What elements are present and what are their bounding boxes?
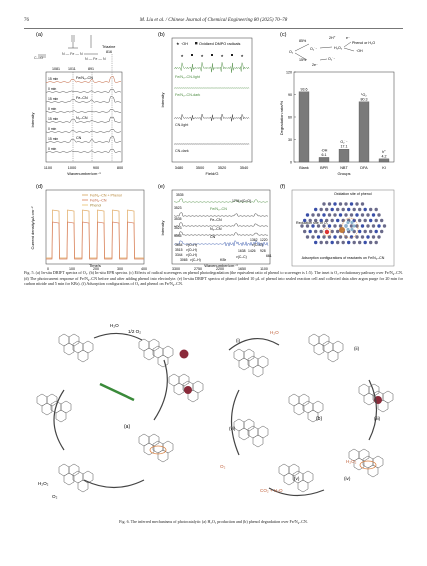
category-label: KI [382, 166, 386, 170]
heptazine-unit [169, 374, 203, 402]
dmpo-peak-square [231, 54, 233, 56]
lattice-atom [369, 230, 372, 233]
panel-b-xtick-3500: 3500 [195, 166, 205, 170]
panel-c-label: (c) [280, 32, 287, 38]
panel-c [279, 32, 394, 176]
lattice-atom [320, 230, 323, 233]
lattice-atom [328, 224, 331, 227]
panel-e-ylabel: Intensity [160, 220, 165, 236]
lattice-atom [361, 224, 364, 227]
heptazine-unit [59, 334, 93, 362]
panel-b-legend [176, 41, 240, 46]
series-label-fe-dark: Fe/N₄–CN-dark [175, 93, 201, 97]
lattice-atom [342, 241, 345, 244]
roman-ii: (ii) [354, 346, 360, 351]
time-label: 0 min [48, 146, 57, 151]
lattice-atom [375, 219, 378, 222]
peak-1426: 1426 [248, 249, 256, 253]
ytick-label: 60 [288, 115, 292, 120]
lattice-atom [377, 224, 380, 227]
fe-site-icon [184, 386, 192, 394]
time-label: 15 min [48, 76, 59, 81]
peak-661: 661 [266, 254, 272, 258]
panel-b-ylabel: Intensity [160, 92, 165, 108]
panel-e-xlabel: Wavenumber/cm⁻¹ [204, 263, 238, 268]
lattice-atom [358, 208, 361, 211]
triazine-wavenumber: 816 [106, 50, 112, 54]
category-label: DFA [360, 166, 368, 170]
legend-oh-marker: ★ [176, 41, 180, 46]
panel-a-xtick-1000: 1000 [67, 166, 77, 170]
panel-a-xtick-1100: 1100 [43, 166, 53, 170]
xtick-label: 1100 [260, 267, 268, 271]
phenol-atom [346, 228, 349, 231]
page-number: 76 [24, 18, 29, 23]
panel-a-label: (a) [36, 32, 43, 38]
peak-3654: 3654 [175, 243, 183, 247]
phenol-atom [346, 221, 349, 224]
lattice-atom [336, 219, 339, 222]
panel-b-xtick-3540: 3540 [239, 166, 249, 170]
triazine-label: Triazine [102, 45, 116, 49]
scheme-2e: 2e⁻ [312, 63, 318, 67]
lattice-atom [355, 202, 358, 205]
label-b: (b) [316, 416, 323, 422]
lattice-atom [353, 241, 356, 244]
lattice-atom [303, 230, 306, 233]
bar-value-label: 80.3 [360, 97, 368, 102]
svg-text:N — Fe — N: N — Fe — N [62, 52, 83, 56]
label-h2o2-right: H₂O₂ [346, 459, 357, 464]
xtick-label: 1650 [238, 267, 246, 271]
phenol-atom [344, 224, 347, 227]
label-h2o2-left: H₂O₂ [38, 481, 49, 486]
lattice-atom [377, 213, 380, 216]
scheme-2h: 2H⁺ [329, 36, 336, 40]
lattice-atom [328, 202, 331, 205]
time-label: 0 min [48, 126, 57, 131]
series-label-fe-light: Fe/N₄–CN-light [175, 75, 200, 79]
legend-dmpo-text: Oxidized DMPO radicals [199, 42, 241, 46]
lattice-atom [361, 202, 364, 205]
bar-value-label: 6.1 [321, 152, 327, 157]
xtick-label: 400 [141, 267, 147, 271]
panel-a-xtick-800: 800 [116, 166, 124, 170]
peak-1011: 1011 [68, 67, 76, 71]
series-label: N₄–CN [76, 116, 88, 120]
heptazine-unit [234, 419, 268, 447]
lattice-atom [366, 224, 369, 227]
ytick-label: 30 [288, 137, 292, 142]
panel-a-ylabel: Intensity [30, 112, 35, 128]
bar-blank [299, 92, 309, 162]
time-label: 15 min [48, 116, 59, 121]
peak-3515: 3515 [175, 248, 183, 252]
panel-a [30, 32, 123, 176]
lattice-atom [336, 208, 339, 211]
lattice-atom [336, 230, 339, 233]
lattice-atom [344, 202, 347, 205]
oh-peak-star: ★ [200, 54, 204, 58]
category-label: NBT [340, 166, 348, 170]
roman-v: (v) [294, 476, 300, 481]
lattice-atom [347, 241, 350, 244]
heptazine-unit [234, 349, 268, 377]
lattice-atom [372, 235, 375, 238]
roman-i: (i) [236, 338, 241, 343]
lattice-atom [364, 219, 367, 222]
scheme-o2: O₂ [289, 50, 294, 54]
lattice-atom [366, 235, 369, 238]
header-rule [24, 28, 403, 29]
xtick-label: 2200 [216, 267, 224, 271]
panel-f [280, 184, 394, 266]
lattice-atom [339, 235, 342, 238]
lattice-atom [358, 241, 361, 244]
panel-b [158, 32, 252, 176]
charge-transfer-arrow [100, 384, 134, 400]
ytick-label: 90 [288, 92, 292, 97]
lattice-atom [336, 241, 339, 244]
lattice-atom [325, 208, 328, 211]
lattice-atom [320, 241, 323, 244]
dmpo-peak-square [211, 54, 213, 56]
lattice-atom [372, 213, 375, 216]
mechanism-structures [37, 334, 393, 492]
lattice-atom [372, 224, 375, 227]
panel-a-xlabel: Wavenumber/cm⁻¹ [67, 171, 101, 176]
label-co2: CO₂ + H₂O [260, 488, 283, 493]
heptazine-unit [309, 334, 343, 362]
label-half-o2: 1/2 O₂ [128, 329, 142, 334]
bar-nbt [339, 149, 349, 162]
lattice-atom [375, 208, 378, 211]
lattice-atom [314, 230, 317, 233]
ytick-label: 120 [286, 70, 292, 75]
ytick-label: 0 [290, 160, 292, 165]
heptazine-unit [139, 339, 173, 367]
lattice-atom [383, 224, 386, 227]
series-e-fe: Fe/N₄–CN [210, 207, 227, 211]
lattice-atom [317, 213, 320, 216]
lattice-atom [355, 213, 358, 216]
lattice-atom [306, 235, 309, 238]
bar-value-label: 93.6 [300, 87, 308, 92]
panel-b-xlabel: Field/G [205, 171, 219, 176]
panel-f-label: (f) [280, 184, 286, 190]
lattice-atom [350, 213, 353, 216]
bar-dfa [359, 102, 369, 162]
time-label: 15 min [48, 136, 59, 141]
oh-peak-star: ★ [220, 54, 224, 58]
panel-a-xtick-900: 900 [92, 166, 100, 170]
peak-928: 928 [260, 249, 266, 253]
lattice-atom [377, 235, 380, 238]
lattice-atom [325, 241, 328, 244]
panel-d-xlabel: Time/s [89, 263, 101, 268]
lattice-atom [364, 208, 367, 211]
lattice-atom [344, 213, 347, 216]
scheme-o2-radical: O₂˙⁻ [310, 47, 318, 51]
running-header [24, 18, 403, 27]
time-label: 15 min [48, 96, 59, 101]
peak-c-o: ν(C–O) [252, 243, 263, 247]
lattice-atom [339, 202, 342, 205]
peak-3535-b: 3535 [174, 217, 182, 221]
lattice-atom [333, 235, 336, 238]
o2-pathway-scheme [289, 36, 375, 67]
panel-c-categories [299, 166, 386, 170]
lattice-atom [339, 213, 342, 216]
lattice-atom [353, 208, 356, 211]
peak-co-stretch: ν(C=O) [240, 199, 252, 203]
series-label-cn-light: CN-light [175, 123, 189, 127]
peak-3535-c: 3535 [174, 234, 182, 238]
xtick-label: 0 [47, 267, 49, 271]
series-label: Fe–CN [76, 96, 88, 100]
roman-iii: (iii) [374, 416, 381, 421]
lattice-atom [366, 213, 369, 216]
heptazine-unit [59, 464, 93, 492]
svg-text:C—O: C—O [34, 56, 43, 60]
lattice-atom [342, 208, 345, 211]
lattice-atom [369, 219, 372, 222]
lattice-atom [311, 235, 314, 238]
o2-molecule-atom [325, 230, 329, 234]
peak-oh-2: ν(O–H) [186, 248, 197, 252]
figure-6 [24, 320, 403, 510]
bar-ki [379, 159, 389, 162]
category-label: Blank [299, 166, 309, 170]
peak-1081: 1081 [52, 67, 60, 71]
lattice-atom [317, 235, 320, 238]
lattice-atom [361, 235, 364, 238]
peak-3523-b: 3523 [174, 226, 182, 230]
phenol-atom [352, 224, 355, 227]
peak-1362: 1362 [250, 238, 258, 242]
lattice-atom [314, 208, 317, 211]
lattice-atom [375, 230, 378, 233]
lattice-atom [364, 241, 367, 244]
scheme-e: e⁻ [346, 36, 350, 40]
lattice-atom [331, 208, 334, 211]
peak-3065: 3065 [180, 258, 188, 262]
scheme-85: 85% [299, 39, 307, 43]
panel-b-label: (b) [158, 32, 165, 38]
series-e-cn: CN [210, 235, 216, 239]
panel-c-xlabel: Groups [337, 171, 351, 176]
lattice-atom [350, 235, 353, 238]
bar-value-label: 4.2 [381, 154, 387, 159]
lattice-atom [375, 241, 378, 244]
lattice-atom [331, 219, 334, 222]
panel-d-label: (d) [36, 184, 43, 190]
panel-d [30, 184, 147, 271]
bar-annotation: ·OH [320, 148, 328, 153]
lattice-atom [328, 235, 331, 238]
category-label: BPR [320, 166, 328, 170]
legend-fe: Fe/N₄–CN [90, 198, 107, 203]
adsorption-caption: Adsorption configurations of reactants on Fe/N₄–CN [301, 256, 385, 260]
scheme-oh: ·OH [356, 49, 363, 53]
lattice-atom [380, 219, 383, 222]
lattice-atom [322, 202, 325, 205]
lattice-atom [361, 213, 364, 216]
peak-cc: ν(C–C) [236, 255, 247, 259]
lattice-atom [311, 213, 314, 216]
lattice-atom [333, 213, 336, 216]
scheme-product: Phenol or H₂O [352, 41, 376, 45]
time-label: 0 min [48, 106, 57, 111]
fe-active-site-icon [180, 350, 189, 359]
label-h2o-top: H₂O [110, 323, 119, 328]
peak-3344: 3344 [175, 253, 183, 257]
time-label: 0 min [48, 86, 57, 91]
peak-oh-1: ν(O–H) [186, 243, 197, 247]
svg-text:N — Fe — N: N — Fe — N [85, 57, 106, 61]
label-a: (a) [124, 424, 131, 430]
lattice-atom [309, 230, 312, 233]
lattice-atom [358, 230, 361, 233]
peak-1638: 1638 [238, 249, 246, 253]
legend-phenol: Phenol [90, 203, 102, 208]
lattice-atom [347, 208, 350, 211]
figure-6-labels [38, 323, 381, 499]
oh-peak-star: ★ [240, 54, 244, 58]
lattice-atom [358, 219, 361, 222]
lattice-atom [320, 208, 323, 211]
bar-annotation: h⁺ [382, 149, 386, 154]
peak-1220: 1220 [260, 238, 268, 242]
peak-891: 891 [88, 67, 94, 71]
scheme-h2o2: H₂O₂ [334, 46, 343, 50]
lattice-atom [355, 224, 358, 227]
panel-b-xtick-3480: 3480 [174, 166, 184, 170]
roman-vi: (vi) [229, 426, 236, 431]
lattice-atom [369, 208, 372, 211]
lattice-atom [314, 241, 317, 244]
reduction-site-label: Reduction site of O₂ [296, 221, 328, 225]
figure-6-caption: Fig. 6. The inferred mechanisms of photocatalytic (a) H₂O₂ production and (b) phenol degradation over Fe/N₄–CN. [119, 519, 308, 524]
figure-5 [24, 30, 403, 271]
xtick-label: 2750 [194, 267, 202, 271]
series-e-fe-cn: Fe–CN [210, 218, 222, 222]
xtick-label: 200 [93, 267, 99, 271]
lattice-atom [328, 213, 331, 216]
panel-e-label: (e) [158, 184, 165, 190]
label-o2-left: O₂ [52, 494, 58, 499]
series-label-cn-dark: CN-dark [175, 149, 189, 153]
panel-c-ylabel: Degradation rate/% [279, 100, 284, 136]
scheme-15: 15% [299, 58, 307, 62]
lattice-atom [322, 213, 325, 216]
phenol-atom [350, 221, 353, 224]
series-e-kbr: KBr [220, 258, 227, 262]
peak-ch: ν(C–H) [190, 258, 201, 262]
label-o2-bottom: O₂ [220, 464, 226, 469]
journal-citation: M. Liu et al. / Chinese Journal of Chemical Engineering 80 (2025) 70–78 [139, 18, 288, 23]
bar-value-label: 17.1 [340, 144, 348, 149]
xtick-label: 100 [69, 267, 75, 271]
lattice-atom [333, 202, 336, 205]
lattice-atom [331, 241, 334, 244]
legend-fe-phenol: Fe/N₄–CN + Phenol [90, 193, 122, 198]
lattice-atom [350, 202, 353, 205]
series-e-n4: N₄–CN [210, 227, 222, 231]
lattice-atom [355, 235, 358, 238]
legend-dmpo-marker [195, 42, 197, 44]
series-label: CN [76, 136, 82, 140]
panel-b-xtick-3520: 3520 [217, 166, 227, 170]
lattice-atom [380, 230, 383, 233]
peak-3535-a: 3535 [176, 193, 184, 197]
series-label: Fe/N₄–CN [76, 76, 93, 80]
lattice-atom [364, 230, 367, 233]
lattice-atom [333, 224, 336, 227]
oh-peak-star: ★ [180, 54, 184, 58]
bar-annotation: ¹O₂ [361, 92, 367, 97]
xtick-label: 300 [117, 267, 123, 271]
peak-1744: 1744 [232, 199, 240, 203]
bar-annotation: O₂˙⁻ [340, 140, 348, 145]
panel-d-ylabel: Current density/μA cm⁻² [30, 206, 35, 250]
peak-oh-3: ν(O–H) [186, 253, 197, 257]
panel-e [158, 184, 272, 271]
roman-iv: (iv) [344, 476, 351, 481]
phenol-atom [350, 228, 353, 231]
label-h2o-right: H₂O [270, 330, 279, 335]
lattice-atom [369, 241, 372, 244]
legend-oh-text: ·OH [181, 42, 188, 46]
lattice-atom [306, 213, 309, 216]
scheme-o2-radical-2: O₂˙⁻ [328, 57, 336, 61]
heptazine-unit [139, 434, 173, 462]
bar-bpr [319, 157, 329, 162]
figure-5-caption: Fig. 5. (a) In-situ DRIFT spectra of O₂. (b) In-situ EPR spectra. (c) Effects of radical scavengers on phenol photodegradation (the equivalent ratio of phenol to scavenger is 1:5). The inset is O₂ evolutionary pathway over Fe/N₄–CN. (d) The photocurrent response of Fe/N₄–CN before and after adding phenol into electrolyte. (e) In-situ DRIFT spectra of phenol (added 10 μL of phenol into sealed reaction cell and collected data after argon purge for 20 min for carbon nitride and 5 min for KBr). (f) Adsorption configurations of O₂ and phenol on Fe/N₄–CN. [24, 270, 403, 287]
oxidation-site-label: Oxidation site of phenol [334, 192, 372, 196]
peak-3523-a: 3523 [174, 206, 182, 210]
xtick-label: 3300 [172, 267, 180, 271]
dmpo-peak-square [191, 54, 193, 56]
